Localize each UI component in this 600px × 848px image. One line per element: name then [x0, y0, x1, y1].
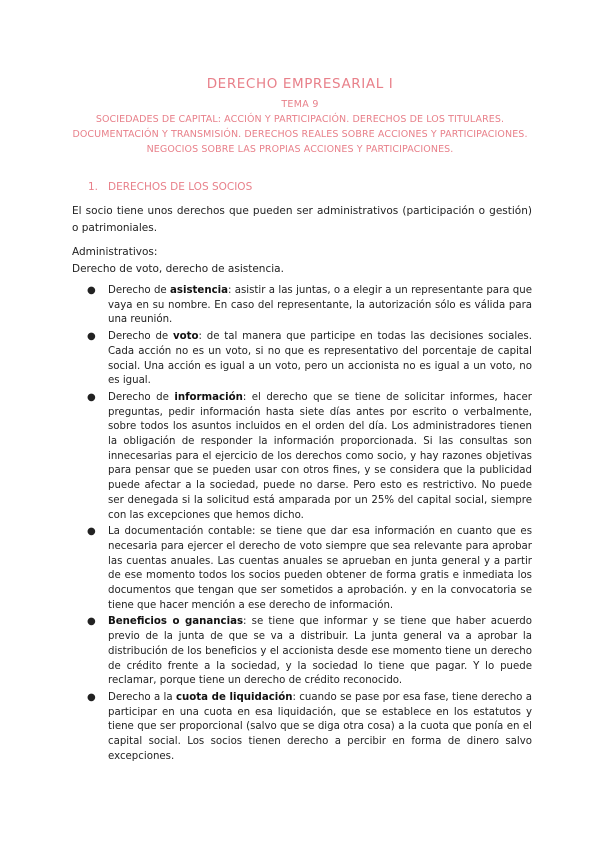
list-item — [72, 330, 532, 389]
list-item — [72, 525, 532, 613]
item-post: : asistir a las juntas, o a elegir a un representante para que vaya en su nombre. En caso del representante, la autorización sólo es válida para una reunión. — [108, 285, 532, 326]
bullet-icon: ● — [87, 526, 96, 538]
bullet-icon: ● — [87, 616, 96, 628]
item-bold: información — [174, 391, 243, 403]
section-heading — [88, 181, 252, 193]
tema-label: TEMA 9 — [281, 99, 319, 110]
list-item — [72, 284, 532, 328]
item-pre: Derecho de — [108, 391, 175, 403]
item-bold: voto — [172, 331, 199, 343]
item-post: : el derecho que se tiene de solicitar informes, hacer preguntas, pedir información hasta siete días antes por escrito o verbalmente, sobre todos los asuntos incluidos en el orden del día. Los administradores tienen la obligación de responder la información proporcionada. Si las consultas son innecesarias para el ejercicio de los derechos como socio, y hay razones objetivas para pensar que se pueden usar con otros fines, y se considera que la publicidad puede afectar a la sociedad, puede no darse. Pero esto es restrictivo. No puede ser denegada si la solicitud está amparada por un 25% del capital social, siempre con las excepciones que hemos dicho. — [108, 391, 532, 521]
item-bold: asistencia — [170, 285, 228, 296]
item-bold: Beneficios o ganancias — [108, 616, 244, 628]
document-subtitle: SOCIEDADES DE CAPITAL: ACCIÓN Y PARTICIPACIÓN. DERECHOS DE LOS TITULARES. DOCUMENTACIÓN Y TRANSMISIÓN. DERECHOS REALES SOBRE ACCIONES Y PARTICIPACIONES. NEGOCIOS SOBRE LAS PROPIAS ACCIONES Y PARTICIPACIONES. — [72, 114, 528, 155]
item-post: : se tiene que informar y se tiene que haber acuerdo previo de la junta de que se va a distribuir. La junta general va a aprobar la distribución de los beneficios y el accionista desde ese momento tiene un derecho de crédito frente a la sociedad, y la sociedad lo tiene que pagar. Y lo puede reclamar, porque tiene un derecho de crédito reconocido. — [108, 616, 532, 687]
rights-list — [72, 284, 532, 767]
item-pre: Derecho a la — [108, 691, 176, 703]
admin-paragraph — [72, 244, 532, 278]
section-title: DERECHOS DE LOS SOCIOS — [108, 181, 253, 193]
list-item — [72, 691, 532, 765]
bullet-icon: ● — [87, 285, 96, 296]
list-item — [72, 615, 532, 689]
admin-list: Derecho de voto, derecho de asistencia. — [72, 263, 284, 275]
bullet-icon: ● — [87, 331, 96, 343]
bullet-icon: ● — [87, 691, 96, 703]
item-pre: La documentación contable: se tiene que dar esa información en cuanto que es necesaria para ejercer el derecho de voto siempre que sea relevante para aprobar las cuentas anuales. Las cuentas anuales se aprueban en junta general y a partir de ese momento todos los socios pueden obtener de forma gratis e inmediata los documentos que tengan que ser sometidos a aprobación. y en la convocatoria se tiene que hacer mención a ese derecho de información. — [108, 526, 532, 611]
item-post: : de tal manera que participe en todas las decisiones sociales. Cada acción no es un voto, si no que es representativo del porcentaje de capital social. Una acción es igual a un voto, pero un accionista no es igual a un voto, no es igual. — [108, 331, 532, 387]
intro-paragraph: El socio tiene unos derechos que pueden ser administrativos (participación o gestión) o patrimoniales. — [72, 205, 532, 234]
item-bold: cuota de liquidación — [175, 691, 293, 703]
section-number: 1. — [88, 181, 99, 193]
admin-heading: Administrativos: — [72, 246, 158, 258]
bullet-icon: ● — [87, 391, 96, 403]
item-post: : cuando se pase por esa fase, tiene derecho a participar en una cuota en esa liquidación, que se establece en los estatutos y tiene que ser proporcional (salvo que se diga otra cosa) a la cuota que ponía en el capital social. Los socios tienen derecho a percibir en forma de dinero salvo excepciones. — [108, 691, 532, 762]
item-pre: Derecho de — [108, 331, 173, 343]
document-title: DERECHO EMPRESARIAL I — [206, 76, 394, 92]
item-pre: Derecho de — [108, 285, 171, 296]
list-item — [72, 391, 532, 523]
